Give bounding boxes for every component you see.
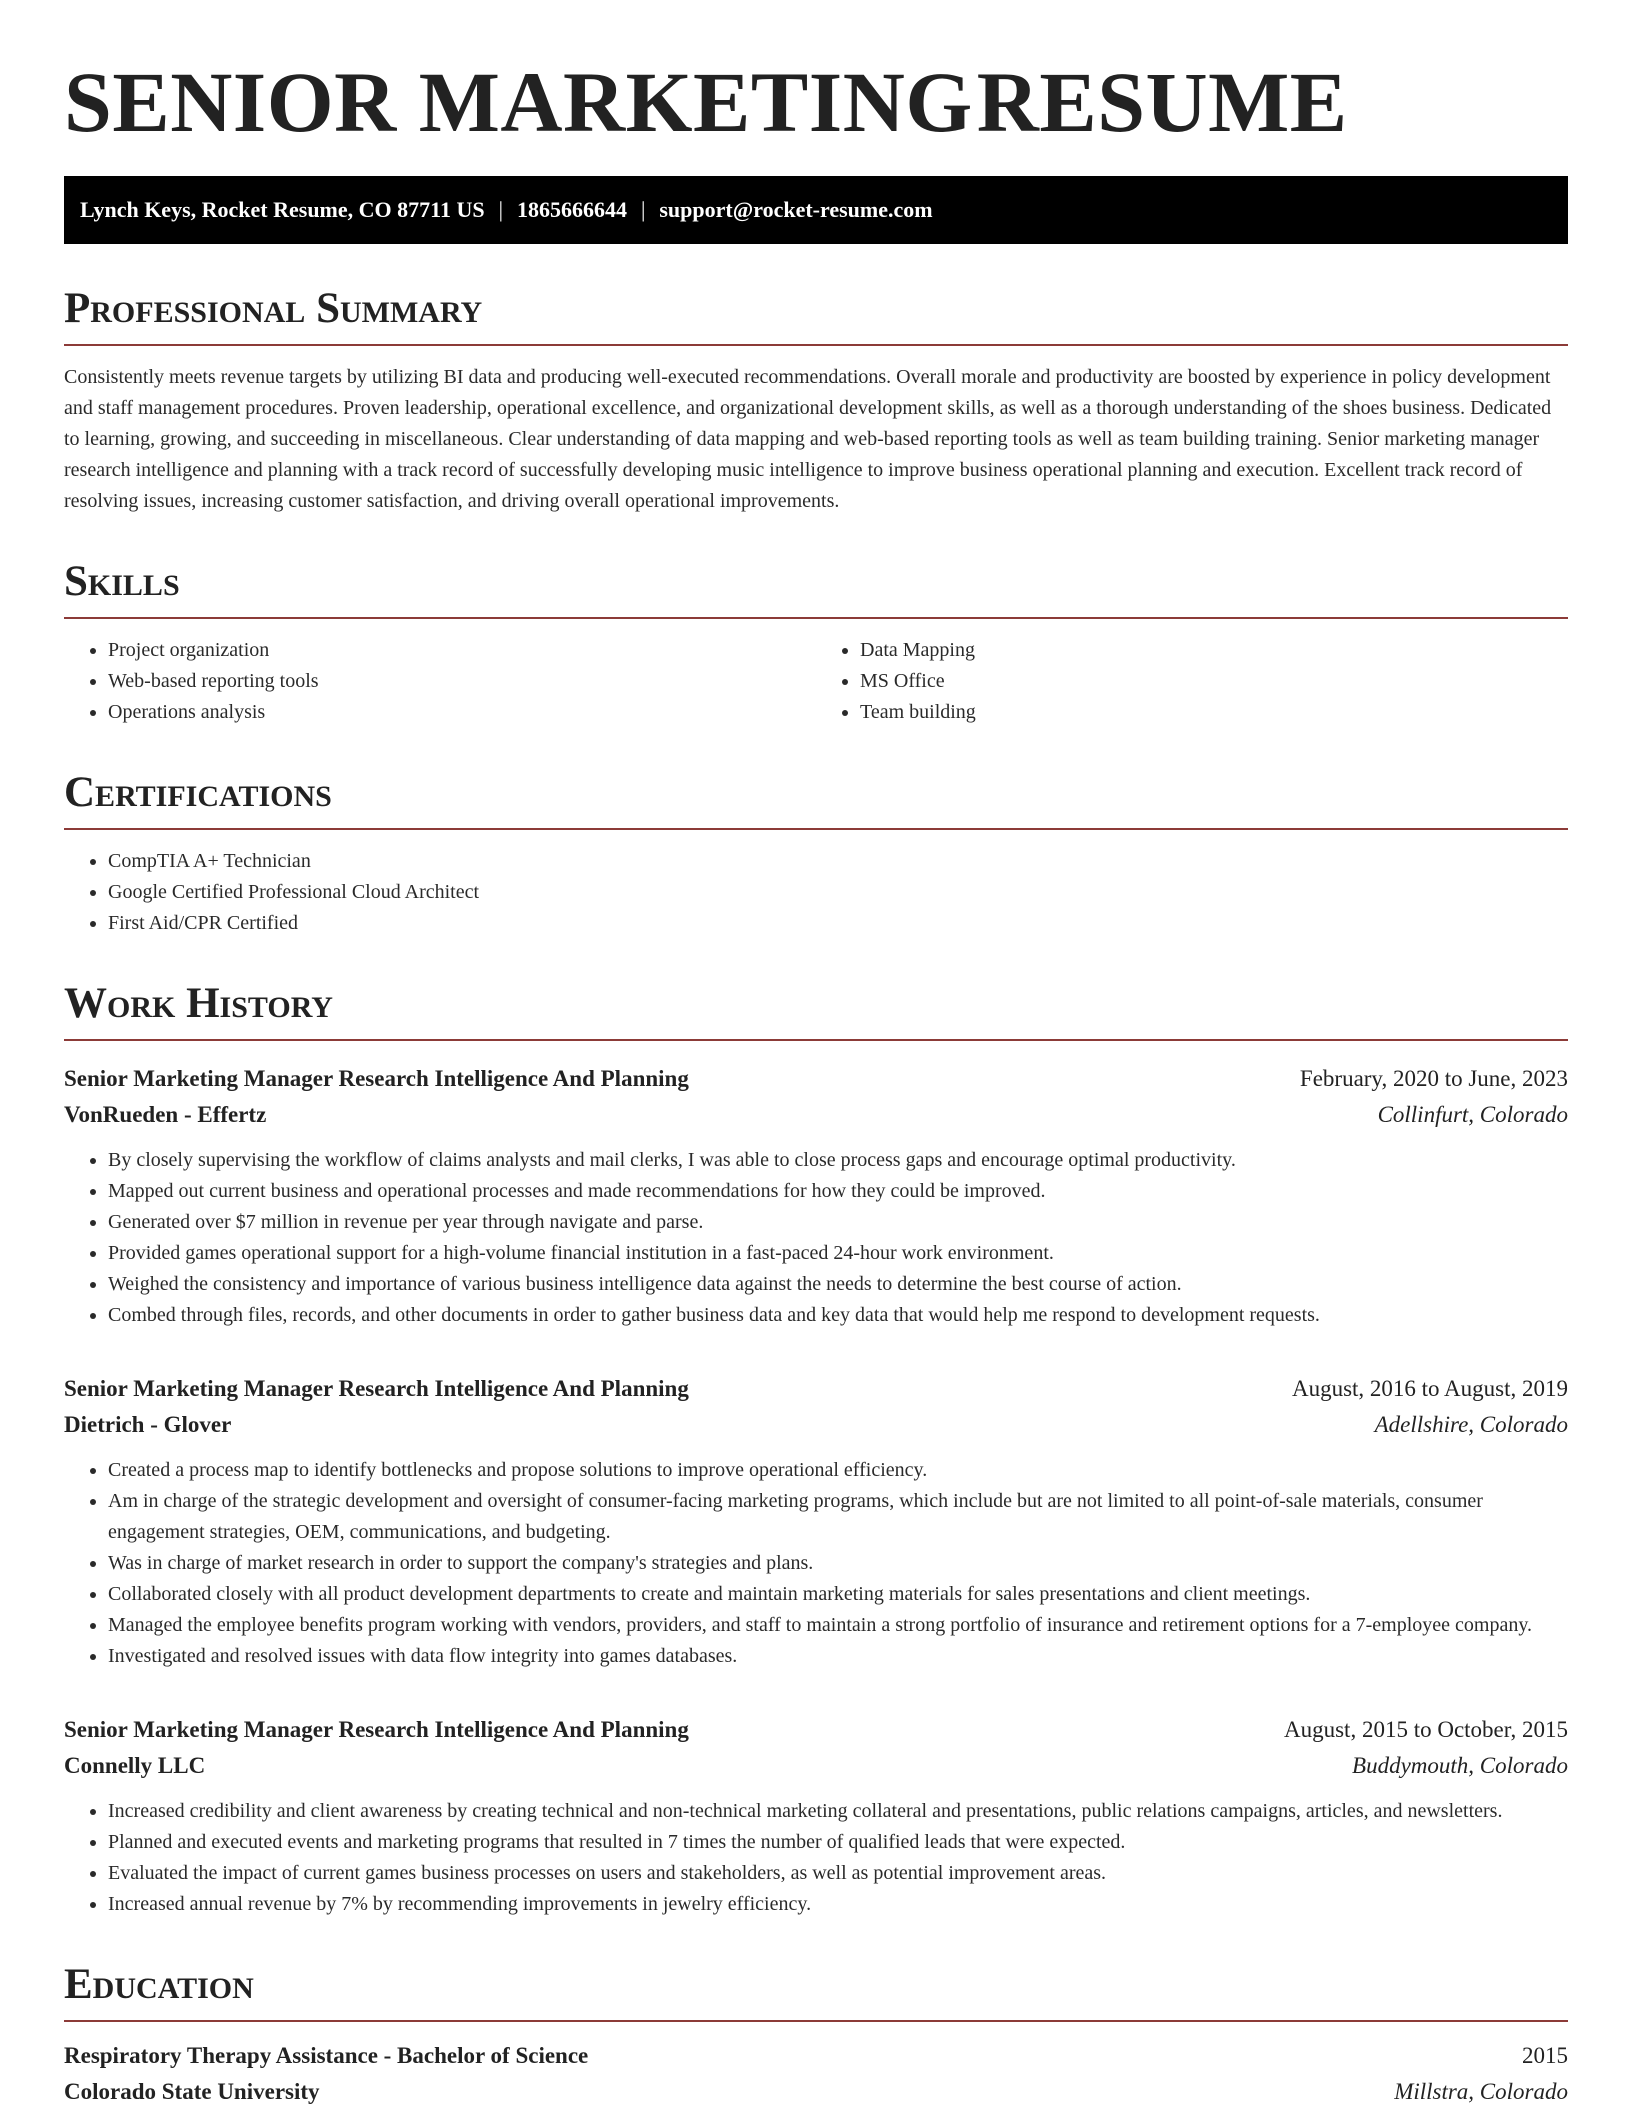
- job-title: Senior Marketing Manager Research Intelligence And Planning: [64, 1066, 689, 1091]
- job-bullets: [64, 1145, 1568, 1331]
- contact-address: Lynch Keys, Rocket Resume, CO 87711 US: [80, 197, 485, 222]
- resume-content: [64, 0, 1568, 2110]
- education-location: Millstra, Colorado: [1394, 2079, 1568, 2104]
- job-header-row: [64, 1712, 1568, 1748]
- job-bullet: • Weighed the consistency and importance of various business intelligence data against the needs to determine the best course of action.: [108, 1269, 1568, 1300]
- job-dates: February, 2020 to June, 2023: [1299, 1066, 1568, 1091]
- job-company: VonRueden - Effertz: [64, 1102, 267, 1127]
- job-subheader-row: [64, 1097, 1568, 1133]
- skill-item: • Operations analysis: [108, 697, 816, 728]
- skills-heading: Skills: [64, 557, 1568, 619]
- job-bullet: • Evaluated the impact of current games business processes on users and stakeholders, as well as potential improvement areas.: [108, 1858, 1568, 1889]
- job-subheader-row: [64, 1407, 1568, 1443]
- title-accent: RESUME: [976, 54, 1348, 150]
- job-location: Buddymouth, Colorado: [1352, 1753, 1568, 1778]
- job-bullet: • By closely supervising the workflow of claims analysts and mail clerks, I was able to close process gaps and encourage optimal productivity.: [108, 1145, 1568, 1176]
- contact-separator: |: [498, 197, 503, 222]
- job-bullet: • Managed the employee benefits program working with vendors, providers, and staff to maintain a strong portfolio of insurance and retirement options for a 7-employee company.: [108, 1610, 1568, 1641]
- education-header-row: [64, 2038, 1568, 2074]
- job-bullet: • Planned and executed events and marketing programs that resulted in 7 times the number of qualified leads that were expected.: [108, 1827, 1568, 1858]
- education-school: Colorado State University: [64, 2079, 320, 2104]
- job-header-row: [64, 1371, 1568, 1407]
- skill-item: • Project organization: [108, 635, 816, 666]
- job-bullet: • Collaborated closely with all product development departments to create and maintain marketing materials for sales presentations and client meetings.: [108, 1579, 1568, 1610]
- certification-item: • Google Certified Professional Cloud Architect: [108, 877, 1568, 908]
- job-bullet: • Investigated and resolved issues with data flow integrity into games databases.: [108, 1641, 1568, 1672]
- work-history-section: [64, 979, 1568, 1920]
- contact-separator: |: [640, 197, 646, 222]
- job-dates: August, 2016 to August, 2019: [1291, 1376, 1568, 1401]
- job-bullet: • Increased annual revenue by 7% by recommending improvements in jewelry efficiency.: [108, 1889, 1568, 1920]
- job-dates: August, 2015 to October, 2015: [1284, 1717, 1568, 1742]
- summary-text: Consistently meets revenue targets by utilizing BI data and producing well-executed recommendations. Overall morale and productivity are boosted by experience in policy development and staff management procedures. Proven leadership, operational excellence, and organizational development skills, as well as a thorough understanding of the shoes business. Dedicated to learning, growing, and succeeding in miscellaneous. Clear understanding of data mapping and web-based reporting tools as well as team building training. Senior marketing manager research intelligence and planning with a track record of successfully developing music intelligence to improve business operational planning and execution. Excellent track record of resolving issues, increasing customer satisfaction, and driving overall operational improvements.: [64, 366, 1552, 512]
- education-heading: Education: [64, 1960, 1568, 2022]
- job-bullets: [64, 1796, 1568, 1920]
- certifications-section: [64, 768, 1568, 939]
- skills-section: [64, 557, 1568, 728]
- job-entry: [64, 1712, 1568, 1920]
- job-title: Senior Marketing Manager Research Intelligence And Planning: [64, 1717, 689, 1742]
- job-bullet: • Am in charge of the strategic development and oversight of consumer-facing marketing programs, which include but are not limited to all point-of-sale materials, consumer engagement strategies, OEM, communications, and budgeting.: [108, 1486, 1568, 1548]
- job-location: Adellshire, Colorado: [1374, 1412, 1568, 1437]
- summary-section: [64, 284, 1568, 517]
- education-degree: Respiratory Therapy Assistance - Bachelor of Science: [64, 2043, 589, 2068]
- job-entry: [64, 1371, 1568, 1672]
- certifications-heading: Certifications: [64, 768, 1568, 830]
- job-location: Collinfurt, Colorado: [1377, 1102, 1568, 1127]
- job-title: Senior Marketing Manager Research Intelligence And Planning: [64, 1376, 689, 1401]
- job-bullet: • Combed through files, records, and other documents in order to gather business data and key data that would help me respond to development requests.: [108, 1300, 1568, 1331]
- title-main: SENIOR MARKETING: [64, 54, 973, 150]
- contact-phone: 1865666644: [516, 197, 627, 222]
- contact-email[interactable]: support@rocket-resume.com: [659, 197, 933, 222]
- education-subheader-row: [64, 2074, 1568, 2110]
- skill-item: • MS Office: [860, 666, 1568, 697]
- job-company: Connelly LLC: [64, 1753, 206, 1778]
- job-bullet: • Provided games operational support for a high-volume financial institution in a fast-paced 24-hour work environment.: [108, 1238, 1568, 1269]
- skill-item: • Web-based reporting tools: [108, 666, 816, 697]
- skills-columns: [64, 619, 1568, 728]
- skills-list-right: [816, 635, 1568, 728]
- work-history-heading: Work History: [64, 979, 1568, 1041]
- job-bullet: • Increased credibility and client awareness by creating technical and non-technical marketing collateral and presentations, public relations campaigns, articles, and newsletters.: [108, 1796, 1568, 1827]
- job-entry: [64, 1061, 1568, 1331]
- job-header-row: [64, 1061, 1568, 1097]
- skill-item: • Data Mapping: [860, 635, 1568, 666]
- job-bullets: [64, 1455, 1568, 1672]
- job-subheader-row: [64, 1748, 1568, 1784]
- skills-list-left: [64, 635, 816, 728]
- contact-bar: [64, 176, 1568, 244]
- certification-item: • CompTIA A+ Technician: [108, 846, 1568, 877]
- education-section: [64, 1960, 1568, 2110]
- job-bullet: • Was in charge of market research in order to support the company's strategies and plans.: [108, 1548, 1568, 1579]
- job-bullet: • Created a process map to identify bottlenecks and propose solutions to improve operational efficiency.: [108, 1455, 1568, 1486]
- job-bullet: • Mapped out current business and operational processes and made recommendations for how they could be improved.: [108, 1176, 1568, 1207]
- resume-title: [64, 54, 1568, 150]
- education-year: 2015: [1522, 2043, 1568, 2068]
- job-bullet: • Generated over $7 million in revenue per year through navigate and parse.: [108, 1207, 1568, 1238]
- job-company: Dietrich - Glover: [64, 1412, 232, 1437]
- certifications-list: [64, 846, 1568, 939]
- education-entry: [64, 2038, 1568, 2110]
- skill-item: • Team building: [860, 697, 1568, 728]
- summary-heading: Professional Summary: [64, 284, 1568, 346]
- certification-item: • First Aid/CPR Certified: [108, 908, 1568, 939]
